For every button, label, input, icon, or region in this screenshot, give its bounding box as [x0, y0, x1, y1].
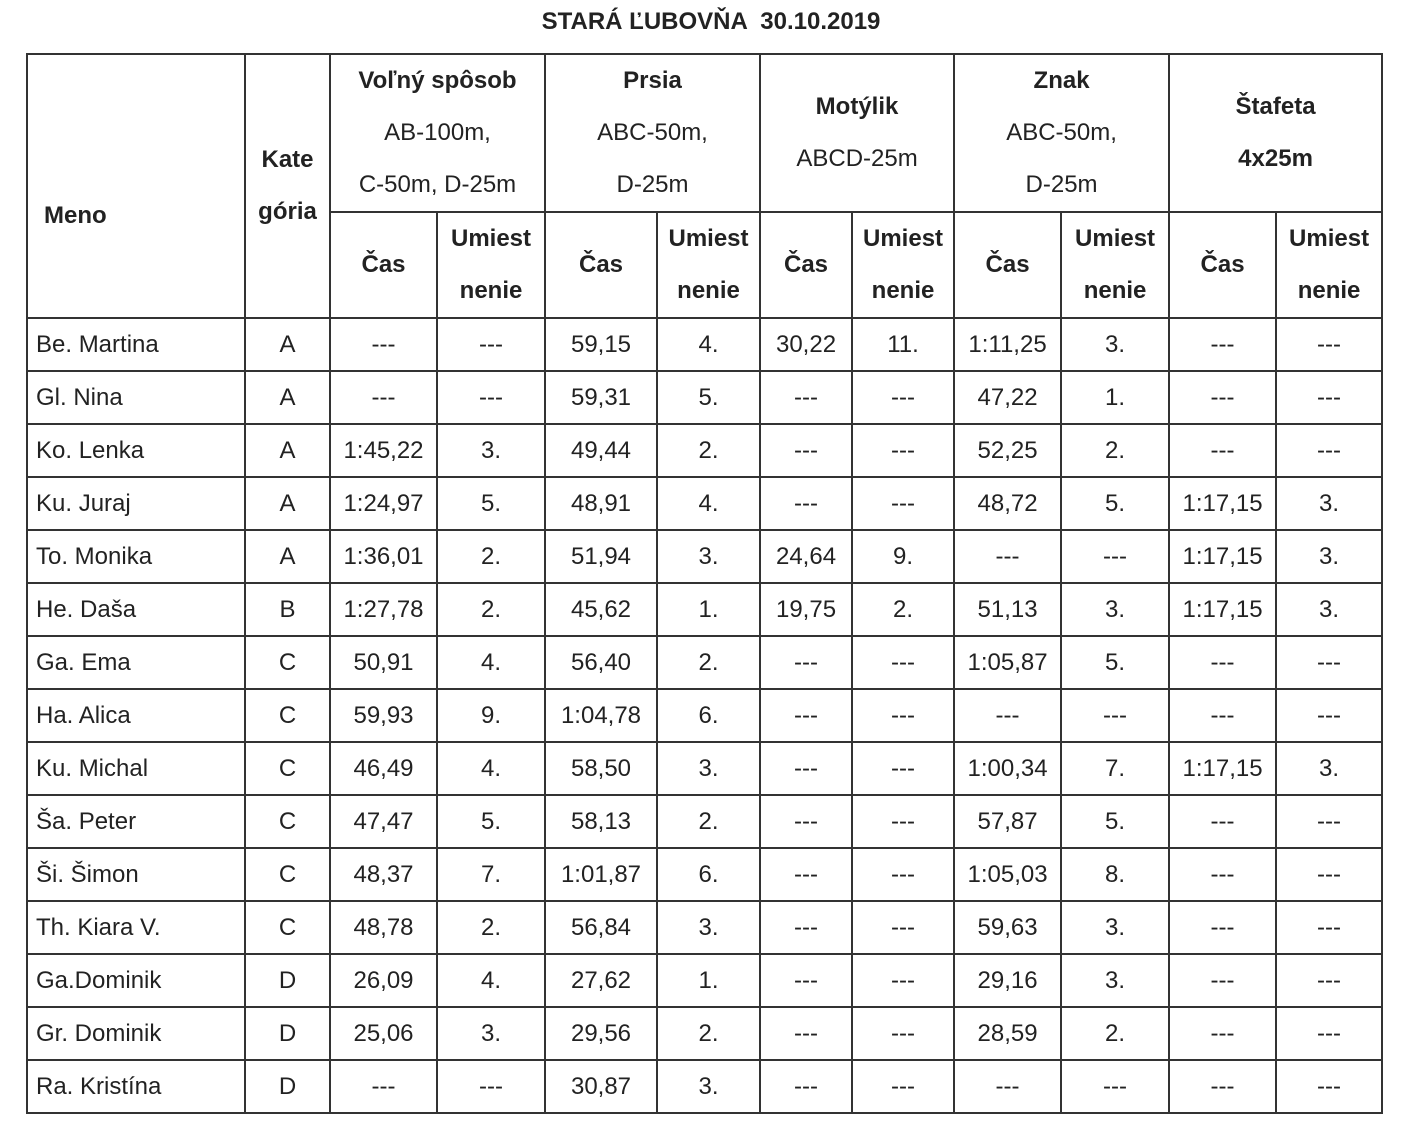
- header-umiestnenie: [852, 212, 954, 318]
- time-cell: 58,50: [545, 742, 657, 795]
- placement-cell: 3.: [1061, 954, 1169, 1007]
- header-meno-label: Meno: [44, 202, 107, 229]
- placement-cell: ---: [437, 318, 545, 371]
- placement-cell: ---: [1276, 1007, 1382, 1060]
- placement-cell: 6.: [657, 848, 760, 901]
- table-row: [27, 689, 1382, 742]
- time-cell: 57,87: [954, 795, 1061, 848]
- time-cell: 51,13: [954, 583, 1061, 636]
- header-umiestnenie: [1276, 212, 1382, 318]
- group-subtitle: ABC-50m,: [1006, 119, 1117, 146]
- name-cell: Ku. Juraj: [27, 477, 245, 530]
- time-cell: 1:17,15: [1169, 477, 1276, 530]
- table-row: [27, 477, 1382, 530]
- name-cell: Ša. Peter: [27, 795, 245, 848]
- placement-cell: 9.: [437, 689, 545, 742]
- group-title: Voľný spôsob: [358, 67, 517, 94]
- time-cell: 45,62: [545, 583, 657, 636]
- placement-cell: 2.: [852, 583, 954, 636]
- time-cell: ---: [760, 954, 852, 1007]
- header-group-znak: [954, 54, 1169, 212]
- time-cell: 19,75: [760, 583, 852, 636]
- placement-cell: 4.: [657, 318, 760, 371]
- placement-cell: ---: [1276, 795, 1382, 848]
- group-title: Prsia: [623, 67, 682, 94]
- time-cell: ---: [1169, 318, 1276, 371]
- table-row: [27, 636, 1382, 689]
- placement-cell: ---: [1276, 371, 1382, 424]
- header-umiestnenie-line1: Umiest: [1289, 225, 1370, 252]
- header-group-motylik: [760, 54, 954, 212]
- time-cell: 30,87: [545, 1060, 657, 1113]
- name-cell: Ku. Michal: [27, 742, 245, 795]
- time-cell: 1:04,78: [545, 689, 657, 742]
- category-cell: A: [245, 424, 330, 477]
- header-kategoria: [245, 54, 330, 318]
- time-cell: ---: [1169, 1060, 1276, 1113]
- time-cell: 48,37: [330, 848, 437, 901]
- time-cell: 50,91: [330, 636, 437, 689]
- table-row: [27, 530, 1382, 583]
- placement-cell: 3.: [1061, 318, 1169, 371]
- placement-cell: 4.: [657, 477, 760, 530]
- group-title: Znak: [1033, 67, 1090, 94]
- table-row: [27, 318, 1382, 371]
- time-cell: 59,31: [545, 371, 657, 424]
- time-cell: 51,94: [545, 530, 657, 583]
- placement-cell: ---: [1276, 689, 1382, 742]
- time-cell: 52,25: [954, 424, 1061, 477]
- header-cas-label: Čas: [361, 251, 406, 278]
- group-subtitle: C-50m, D-25m: [358, 171, 517, 198]
- name-cell: Th. Kiara V.: [27, 901, 245, 954]
- placement-cell: 4.: [437, 636, 545, 689]
- header-group-prsia: [545, 54, 760, 212]
- time-cell: 56,40: [545, 636, 657, 689]
- placement-cell: 5.: [1061, 795, 1169, 848]
- table-row: [27, 583, 1382, 636]
- time-cell: 1:45,22: [330, 424, 437, 477]
- time-cell: 1:27,78: [330, 583, 437, 636]
- placement-cell: ---: [852, 954, 954, 1007]
- placement-cell: 1.: [657, 954, 760, 1007]
- name-cell: Ra. Kristína: [27, 1060, 245, 1113]
- time-cell: ---: [1169, 689, 1276, 742]
- group-subtitle: AB-100m,: [384, 119, 491, 146]
- time-cell: 1:00,34: [954, 742, 1061, 795]
- header-umiestnenie: [437, 212, 545, 318]
- group-subtitle: ABCD-25m: [796, 145, 918, 172]
- time-cell: ---: [330, 318, 437, 371]
- header-group-stafeta: [1169, 54, 1382, 212]
- time-cell: ---: [1169, 1007, 1276, 1060]
- placement-cell: 2.: [657, 636, 760, 689]
- placement-cell: 9.: [852, 530, 954, 583]
- placement-cell: 5.: [1061, 477, 1169, 530]
- category-cell: A: [245, 318, 330, 371]
- time-cell: 1:17,15: [1169, 742, 1276, 795]
- time-cell: 24,64: [760, 530, 852, 583]
- group-subtitle: ABC-50m,: [597, 119, 708, 146]
- time-cell: 1:01,87: [545, 848, 657, 901]
- time-cell: 47,22: [954, 371, 1061, 424]
- placement-cell: ---: [1061, 1060, 1169, 1113]
- name-cell: Gr. Dominik: [27, 1007, 245, 1060]
- header-umiestnenie-line2: nenie: [677, 277, 740, 304]
- time-cell: ---: [330, 371, 437, 424]
- header-umiestnenie-line1: Umiest: [668, 225, 749, 252]
- placement-cell: ---: [852, 424, 954, 477]
- placement-cell: 5.: [437, 795, 545, 848]
- header-cas-label: Čas: [784, 251, 829, 278]
- header-umiestnenie: [1061, 212, 1169, 318]
- placement-cell: 3.: [1276, 742, 1382, 795]
- table-row: [27, 954, 1382, 1007]
- placement-cell: ---: [1276, 318, 1382, 371]
- placement-cell: ---: [852, 689, 954, 742]
- time-cell: 47,47: [330, 795, 437, 848]
- time-cell: ---: [760, 1060, 852, 1113]
- time-cell: 49,44: [545, 424, 657, 477]
- time-cell: ---: [760, 742, 852, 795]
- placement-cell: ---: [852, 1007, 954, 1060]
- header-cas: [1169, 212, 1276, 318]
- header-umiestnenie-line1: Umiest: [863, 225, 944, 252]
- time-cell: ---: [954, 530, 1061, 583]
- header-meno: [27, 54, 245, 318]
- placement-cell: 3.: [657, 901, 760, 954]
- category-cell: D: [245, 1007, 330, 1060]
- time-cell: ---: [1169, 901, 1276, 954]
- placement-cell: 3.: [657, 1060, 760, 1113]
- table-row: [27, 1007, 1382, 1060]
- results-table: [26, 53, 1383, 1114]
- placement-cell: 3.: [1061, 901, 1169, 954]
- placement-cell: 11.: [852, 318, 954, 371]
- time-cell: 48,78: [330, 901, 437, 954]
- time-cell: 59,63: [954, 901, 1061, 954]
- time-cell: 1:11,25: [954, 318, 1061, 371]
- time-cell: 46,49: [330, 742, 437, 795]
- placement-cell: ---: [1276, 1060, 1382, 1113]
- placement-cell: 3.: [1276, 530, 1382, 583]
- placement-cell: ---: [852, 477, 954, 530]
- time-cell: ---: [760, 477, 852, 530]
- placement-cell: 2.: [1061, 424, 1169, 477]
- placement-cell: 3.: [657, 530, 760, 583]
- time-cell: ---: [760, 636, 852, 689]
- time-cell: ---: [1169, 424, 1276, 477]
- time-cell: ---: [1169, 636, 1276, 689]
- name-cell: Ga.Dominik: [27, 954, 245, 1007]
- group-subtitle: 4x25m: [1238, 145, 1313, 172]
- time-cell: ---: [1169, 848, 1276, 901]
- placement-cell: ---: [1276, 636, 1382, 689]
- header-umiestnenie: [657, 212, 760, 318]
- header-cas: [545, 212, 657, 318]
- placement-cell: 5.: [1061, 636, 1169, 689]
- placement-cell: ---: [1061, 689, 1169, 742]
- group-subtitle: D-25m: [616, 171, 689, 198]
- placement-cell: ---: [437, 1060, 545, 1113]
- page-title: STARÁ ĽUBOVŇA 30.10.2019: [541, 8, 881, 35]
- table-row: [27, 795, 1382, 848]
- placement-cell: 2.: [437, 583, 545, 636]
- header-row-groups: [27, 54, 1382, 212]
- category-cell: D: [245, 954, 330, 1007]
- category-cell: C: [245, 636, 330, 689]
- table-row: [27, 1060, 1382, 1113]
- table-row: [27, 848, 1382, 901]
- placement-cell: 2.: [657, 795, 760, 848]
- time-cell: 1:17,15: [1169, 583, 1276, 636]
- header-cas: [954, 212, 1061, 318]
- time-cell: ---: [1169, 795, 1276, 848]
- header-umiestnenie-line1: Umiest: [1075, 225, 1156, 252]
- time-cell: 59,93: [330, 689, 437, 742]
- time-cell: 59,15: [545, 318, 657, 371]
- time-cell: 1:05,03: [954, 848, 1061, 901]
- header-umiestnenie-line2: nenie: [1083, 277, 1147, 304]
- category-cell: A: [245, 530, 330, 583]
- placement-cell: 3.: [1061, 583, 1169, 636]
- placement-cell: 5.: [437, 477, 545, 530]
- placement-cell: ---: [852, 636, 954, 689]
- placement-cell: 4.: [437, 954, 545, 1007]
- group-title: Štafeta: [1235, 93, 1316, 120]
- placement-cell: 8.: [1061, 848, 1169, 901]
- name-cell: Ko. Lenka: [27, 424, 245, 477]
- header-umiestnenie-line2: nenie: [459, 277, 523, 304]
- time-cell: ---: [760, 689, 852, 742]
- placement-cell: 3.: [1276, 477, 1382, 530]
- time-cell: 26,09: [330, 954, 437, 1007]
- placement-cell: ---: [852, 1060, 954, 1113]
- placement-cell: 4.: [437, 742, 545, 795]
- time-cell: ---: [760, 424, 852, 477]
- placement-cell: 1.: [657, 583, 760, 636]
- placement-cell: 3.: [437, 424, 545, 477]
- time-cell: 1:24,97: [330, 477, 437, 530]
- header-umiestnenie-line2: nenie: [871, 277, 935, 304]
- category-cell: B: [245, 583, 330, 636]
- category-cell: A: [245, 477, 330, 530]
- table-row: [27, 901, 1382, 954]
- placement-cell: 7.: [437, 848, 545, 901]
- placement-cell: ---: [1061, 530, 1169, 583]
- time-cell: ---: [760, 848, 852, 901]
- placement-cell: 2.: [437, 901, 545, 954]
- header-cas-label: Čas: [1200, 251, 1245, 278]
- name-cell: Ha. Alica: [27, 689, 245, 742]
- category-cell: C: [245, 795, 330, 848]
- time-cell: 1:17,15: [1169, 530, 1276, 583]
- time-cell: 1:05,87: [954, 636, 1061, 689]
- placement-cell: ---: [852, 901, 954, 954]
- category-cell: A: [245, 371, 330, 424]
- header-umiestnenie-line2: nenie: [1297, 277, 1361, 304]
- time-cell: 58,13: [545, 795, 657, 848]
- placement-cell: 3.: [1276, 583, 1382, 636]
- name-cell: To. Monika: [27, 530, 245, 583]
- placement-cell: ---: [1276, 954, 1382, 1007]
- time-cell: 25,06: [330, 1007, 437, 1060]
- name-cell: Be. Martina: [27, 318, 245, 371]
- placement-cell: 7.: [1061, 742, 1169, 795]
- placement-cell: 2.: [437, 530, 545, 583]
- group-title: Motýlik: [815, 93, 899, 120]
- time-cell: 28,59: [954, 1007, 1061, 1060]
- category-cell: C: [245, 901, 330, 954]
- category-cell: D: [245, 1060, 330, 1113]
- placement-cell: ---: [1276, 424, 1382, 477]
- placement-cell: 5.: [657, 371, 760, 424]
- time-cell: ---: [954, 1060, 1061, 1113]
- placement-cell: ---: [437, 371, 545, 424]
- time-cell: 56,84: [545, 901, 657, 954]
- header-kategoria-line1: Kate: [261, 146, 314, 173]
- time-cell: ---: [1169, 371, 1276, 424]
- time-cell: 48,91: [545, 477, 657, 530]
- placement-cell: 2.: [657, 1007, 760, 1060]
- time-cell: 29,56: [545, 1007, 657, 1060]
- table-row: [27, 371, 1382, 424]
- time-cell: 29,16: [954, 954, 1061, 1007]
- category-cell: C: [245, 689, 330, 742]
- time-cell: 48,72: [954, 477, 1061, 530]
- placement-cell: ---: [852, 848, 954, 901]
- placement-cell: ---: [852, 795, 954, 848]
- time-cell: 30,22: [760, 318, 852, 371]
- placement-cell: 1.: [1061, 371, 1169, 424]
- name-cell: Ga. Ema: [27, 636, 245, 689]
- placement-cell: ---: [1276, 901, 1382, 954]
- time-cell: 1:36,01: [330, 530, 437, 583]
- name-cell: Gl. Nina: [27, 371, 245, 424]
- time-cell: ---: [760, 901, 852, 954]
- header-cas: [760, 212, 852, 318]
- placement-cell: 3.: [657, 742, 760, 795]
- placement-cell: 2.: [1061, 1007, 1169, 1060]
- name-cell: Ši. Šimon: [27, 848, 245, 901]
- header-umiestnenie-line1: Umiest: [450, 225, 532, 252]
- name-cell: He. Daša: [27, 583, 245, 636]
- header-cas: [330, 212, 437, 318]
- time-cell: ---: [1169, 954, 1276, 1007]
- time-cell: ---: [760, 795, 852, 848]
- table-row: [27, 742, 1382, 795]
- results-body: [27, 318, 1382, 1113]
- placement-cell: ---: [852, 742, 954, 795]
- placement-cell: ---: [852, 371, 954, 424]
- placement-cell: 6.: [657, 689, 760, 742]
- placement-cell: 3.: [437, 1007, 545, 1060]
- time-cell: ---: [760, 1007, 852, 1060]
- table-row: [27, 424, 1382, 477]
- header-cas-label: Čas: [985, 251, 1030, 278]
- group-subtitle: D-25m: [1025, 171, 1098, 198]
- category-cell: C: [245, 848, 330, 901]
- header-kategoria-line2: gória: [258, 198, 317, 225]
- time-cell: ---: [330, 1060, 437, 1113]
- category-cell: C: [245, 742, 330, 795]
- header-group-volny-sposob: [330, 54, 545, 212]
- header-cas-label: Čas: [578, 251, 624, 278]
- time-cell: ---: [760, 371, 852, 424]
- placement-cell: ---: [1276, 848, 1382, 901]
- time-cell: 27,62: [545, 954, 657, 1007]
- time-cell: ---: [954, 689, 1061, 742]
- placement-cell: 2.: [657, 424, 760, 477]
